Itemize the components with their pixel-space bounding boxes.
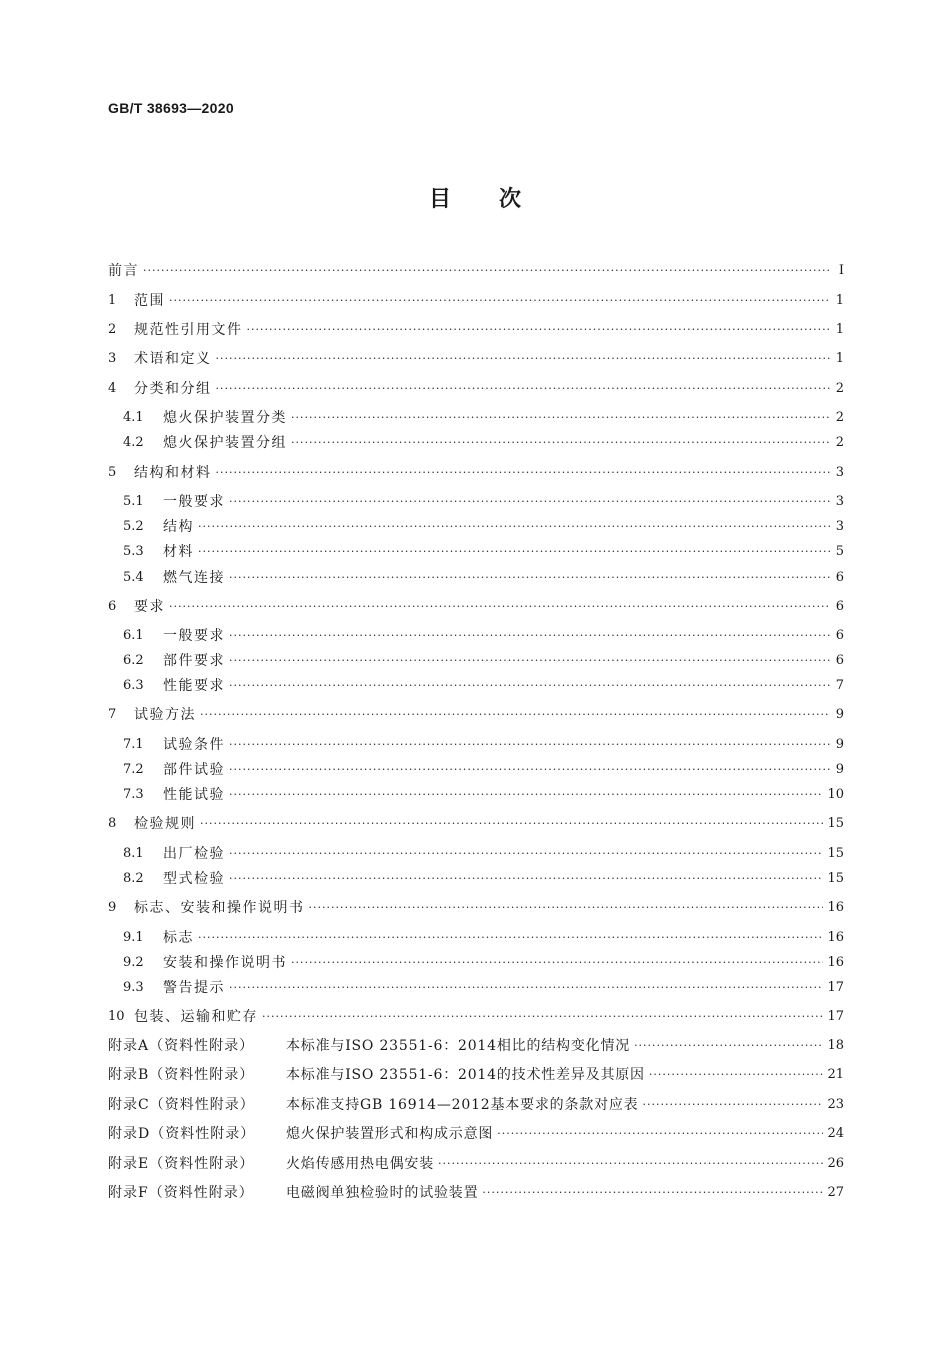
toc-entry[interactable] xyxy=(108,566,844,588)
toc-entry[interactable] xyxy=(108,649,844,671)
toc-leader-dots xyxy=(262,1010,823,1023)
toc-entry-label: 型式检验 xyxy=(163,871,225,887)
toc-leader-dots xyxy=(291,411,830,424)
toc-entry-label: 熄火保护装置分类 xyxy=(163,410,287,426)
toc-appendix-entry[interactable] xyxy=(108,1181,844,1203)
toc-entry-number: 8.1 xyxy=(123,845,144,861)
toc-entry-label: 规范性引用文件 xyxy=(134,322,243,338)
toc-leader-dots xyxy=(497,1127,823,1140)
toc-entry[interactable] xyxy=(108,733,844,755)
toc-entry-page: 26 xyxy=(827,1155,844,1171)
toc-entry-label: 部件要求 xyxy=(163,653,225,669)
toc-entry[interactable] xyxy=(108,259,844,281)
toc-entry-label: 警告提示 xyxy=(163,980,225,996)
toc-leader-dots xyxy=(482,1186,823,1199)
toc-entry[interactable] xyxy=(108,490,844,512)
title-char-2: 次 xyxy=(499,187,522,212)
toc-entry-label: 性能试验 xyxy=(163,787,225,803)
toc-entry-number: 附录F（资料性附录） xyxy=(108,1185,254,1201)
toc-leader-dots xyxy=(169,294,830,307)
toc-entry-number: 9.3 xyxy=(123,979,144,995)
toc-entry-number: 6.1 xyxy=(123,627,144,643)
toc-entry-number: 3 xyxy=(108,350,117,366)
toc-entry-label: 检验规则 xyxy=(134,816,196,832)
toc-entry[interactable] xyxy=(108,783,844,805)
toc-entry-label: 火焰传感用热电偶安装 xyxy=(286,1156,434,1172)
toc-appendix-entry[interactable] xyxy=(108,1034,844,1056)
toc-entry-page: 2 xyxy=(835,434,844,450)
toc-entry[interactable] xyxy=(108,758,844,780)
toc-entry-page: 6 xyxy=(835,598,844,614)
toc-leader-dots xyxy=(198,931,823,944)
toc-entry-page: 3 xyxy=(835,493,844,509)
toc-entry[interactable] xyxy=(108,289,844,311)
toc-entry-label: 一般要求 xyxy=(163,494,225,510)
toc-leader-dots xyxy=(200,708,830,721)
toc-entry-label: 本标准与ISO 23551-6：2014相比的结构变化情况 xyxy=(286,1038,631,1054)
toc-entry-label: 本标准支持GB 16914—2012基本要求的条款对应表 xyxy=(286,1097,639,1113)
toc-entry[interactable] xyxy=(108,624,844,646)
toc-entry-number: 6 xyxy=(108,598,117,614)
toc-entry-label: 一般要求 xyxy=(163,628,225,644)
toc-entry[interactable] xyxy=(108,976,844,998)
toc-entry-label: 结构和材料 xyxy=(134,465,212,481)
toc-leader-dots xyxy=(309,901,824,914)
toc-entry-number: 9.1 xyxy=(123,929,144,945)
toc-entry-number: 附录B（资料性附录） xyxy=(108,1067,255,1083)
toc-entry-number: 8.2 xyxy=(123,870,144,886)
toc-entry-number: 5.4 xyxy=(123,569,144,585)
toc-entry-page: 18 xyxy=(827,1037,844,1053)
toc-entry[interactable] xyxy=(108,595,844,617)
toc-entry-label: 要求 xyxy=(134,599,165,615)
toc-entry-label: 电磁阀单独检验时的试验装置 xyxy=(286,1185,479,1201)
toc-entry[interactable] xyxy=(108,318,844,340)
toc-entry-label: 标志 xyxy=(163,930,194,946)
toc-entry-number: 7.3 xyxy=(123,786,144,802)
toc-appendix-entry[interactable] xyxy=(108,1152,844,1174)
toc-entry-page: 16 xyxy=(827,929,844,945)
toc-entry-page: 24 xyxy=(827,1125,844,1141)
toc-entry-page: 15 xyxy=(827,870,844,886)
toc-entry-number: 附录C（资料性附录） xyxy=(108,1097,255,1113)
toc-entry-page: 6 xyxy=(835,569,844,585)
toc-leader-dots xyxy=(649,1068,824,1081)
toc-entry-number: 附录D（资料性附录） xyxy=(108,1126,256,1142)
toc-leader-dots xyxy=(198,545,830,558)
toc-entry[interactable] xyxy=(108,926,844,948)
toc-entry[interactable] xyxy=(108,1005,844,1027)
toc-entry-number: 附录A（资料性附录） xyxy=(108,1038,255,1054)
toc-entry[interactable] xyxy=(108,951,844,973)
toc-entry-page: 1 xyxy=(835,350,844,366)
toc-entry-label: 出厂检验 xyxy=(163,846,225,862)
toc-entry[interactable] xyxy=(108,842,844,864)
toc-entry[interactable] xyxy=(108,812,844,834)
toc-entry-number: 9.2 xyxy=(123,954,144,970)
toc-appendix-entry[interactable] xyxy=(108,1093,844,1115)
toc-entry-label: 试验条件 xyxy=(163,737,225,753)
standard-code: GB/T 38693—2020 xyxy=(108,100,234,116)
toc-entry-label: 分类和分组 xyxy=(134,381,212,397)
toc-leader-dots xyxy=(291,956,823,969)
toc-entry-number: 8 xyxy=(108,815,117,831)
toc-entry-label: 燃气连接 xyxy=(163,570,225,586)
toc-leader-dots xyxy=(169,600,830,613)
toc-entry-page: 9 xyxy=(835,706,844,722)
toc-leader-dots xyxy=(634,1039,823,1052)
toc-entry-page: 21 xyxy=(827,1066,844,1082)
toc-leader-dots xyxy=(229,495,830,508)
toc-entry-page: 16 xyxy=(827,899,844,915)
toc-leader-dots xyxy=(291,436,830,449)
toc-leader-dots xyxy=(216,466,831,479)
toc-entry-page: 17 xyxy=(827,979,844,995)
toc-entry-label: 术语和定义 xyxy=(134,351,212,367)
toc-entry-number: 5 xyxy=(108,464,117,480)
toc-entry[interactable] xyxy=(108,347,844,369)
toc-leader-dots xyxy=(143,264,830,277)
toc-entry-label: 熄火保护装置形式和构成示意图 xyxy=(286,1126,494,1142)
toc-entry-page: 1 xyxy=(835,292,844,308)
toc-entry-page: 6 xyxy=(835,652,844,668)
toc-entry-page: Ⅰ xyxy=(838,262,844,278)
toc-entry-label: 材料 xyxy=(163,544,194,560)
toc-leader-dots xyxy=(229,847,823,860)
toc-entry-number: 6.2 xyxy=(123,652,144,668)
toc-entry-page: 5 xyxy=(835,543,844,559)
toc-entry-page: 3 xyxy=(835,518,844,534)
toc-entry-number: 7.2 xyxy=(123,761,144,777)
toc-leader-dots xyxy=(229,981,823,994)
toc-leader-dots xyxy=(200,817,823,830)
toc-leader-dots xyxy=(247,323,831,336)
toc-entry[interactable] xyxy=(108,540,844,562)
toc-entry-page: 9 xyxy=(835,736,844,752)
toc-leader-dots xyxy=(229,571,830,584)
toc-entry-label: 熄火保护装置分组 xyxy=(163,435,287,451)
toc-leader-dots xyxy=(229,872,823,885)
toc-entry-number: 5.2 xyxy=(123,518,144,534)
toc-entry[interactable] xyxy=(108,515,844,537)
toc-leader-dots xyxy=(216,352,831,365)
toc-entry-page: 3 xyxy=(835,464,844,480)
toc-leader-dots xyxy=(198,520,830,533)
toc-leader-dots xyxy=(643,1098,824,1111)
toc-entry-label: 结构 xyxy=(163,519,194,535)
toc-entry-number: 7.1 xyxy=(123,736,144,752)
toc-entry-number: 5.1 xyxy=(123,493,144,509)
toc-entry-page: 9 xyxy=(835,761,844,777)
toc-entry[interactable] xyxy=(108,377,844,399)
toc-entry-number: 4.1 xyxy=(123,409,144,425)
toc-leader-dots xyxy=(229,654,830,667)
toc-entry-number: 4 xyxy=(108,380,117,396)
toc-entry[interactable] xyxy=(108,406,844,428)
toc-leader-dots xyxy=(216,382,831,395)
toc-entry-page: 7 xyxy=(835,677,844,693)
toc-leader-dots xyxy=(229,738,830,751)
toc-entry-number: 5.3 xyxy=(123,543,144,559)
toc-entry-label: 性能要求 xyxy=(163,678,225,694)
toc-leader-dots xyxy=(229,763,830,776)
toc-entry-page: 15 xyxy=(827,815,844,831)
toc-entry-page: 10 xyxy=(827,786,844,802)
toc-entry-number: 10 xyxy=(108,1008,125,1024)
toc-entry-number: 2 xyxy=(108,321,117,337)
toc-entry-label: 试验方法 xyxy=(134,707,196,723)
toc-entry-page: 16 xyxy=(827,954,844,970)
toc-entry-number: 6.3 xyxy=(123,677,144,693)
toc-entry-label: 范围 xyxy=(134,293,165,309)
toc-entry-page: 15 xyxy=(827,845,844,861)
toc-appendix-entry[interactable] xyxy=(108,1122,844,1144)
toc-appendix-entry[interactable] xyxy=(108,1063,844,1085)
toc-entry[interactable] xyxy=(108,674,844,696)
toc-entry-label: 包装、运输和贮存 xyxy=(134,1009,258,1025)
page-title xyxy=(0,182,950,213)
toc-entry-label: 安装和操作说明书 xyxy=(163,955,287,971)
toc-entry-number: 9 xyxy=(108,899,117,915)
toc-entry-label: 前言 xyxy=(108,263,139,279)
toc-entry-number: 附录E（资料性附录） xyxy=(108,1156,255,1172)
toc-entry-page: 23 xyxy=(827,1096,844,1112)
title-char-1: 目 xyxy=(428,187,451,212)
toc-entry-label: 部件试验 xyxy=(163,762,225,778)
toc-leader-dots xyxy=(229,679,830,692)
toc-entry[interactable] xyxy=(108,867,844,889)
toc-entry-number: 4.2 xyxy=(123,434,144,450)
toc-leader-dots xyxy=(438,1157,823,1170)
toc-leader-dots xyxy=(229,629,830,642)
toc-entry-label: 标志、安装和操作说明书 xyxy=(134,900,305,916)
toc-entry-page: 17 xyxy=(827,1008,844,1024)
toc-entry-page: 27 xyxy=(827,1184,844,1200)
toc-entry[interactable] xyxy=(108,896,844,918)
toc-entry[interactable] xyxy=(108,703,844,725)
toc-entry-label: 本标准与ISO 23551-6：2014的技术性差异及其原因 xyxy=(286,1067,645,1083)
toc-entry-number: 7 xyxy=(108,706,117,722)
toc-entry-page: 2 xyxy=(835,409,844,425)
toc-entry-number: 1 xyxy=(108,292,117,308)
toc-entry-page: 1 xyxy=(835,321,844,337)
toc-entry[interactable] xyxy=(108,431,844,453)
toc-entry[interactable] xyxy=(108,461,844,483)
toc-leader-dots xyxy=(229,788,823,801)
toc-entry-page: 6 xyxy=(835,627,844,643)
toc-entry-page: 2 xyxy=(835,380,844,396)
